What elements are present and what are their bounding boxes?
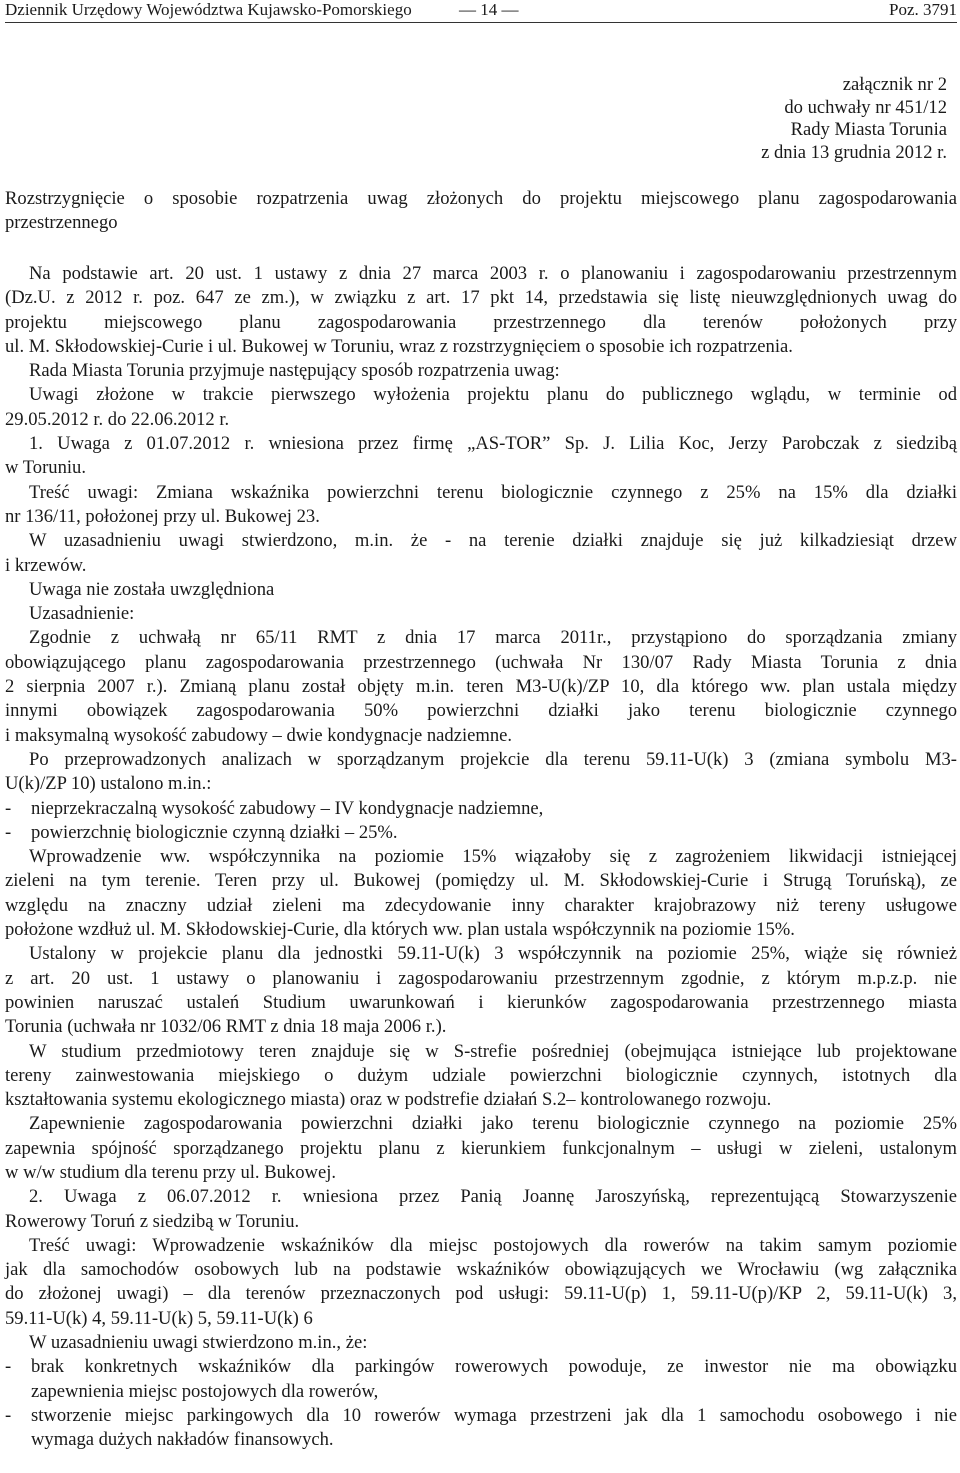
text-line: względu na znaczny udział zieleni ma zdecydowanie inny charakter krajobrazowy niż tereny usługowe [5, 894, 957, 916]
text-line: (Dz.U. z 2012 r. poz. 647 ze zm.), w związku z art. 17 pkt 14, przedstawia się listę nieuwzględnionych uwag do [5, 287, 957, 309]
text-line: Po przeprowadzonych analizach w sporządzanym projekcie dla terenu 59.11-U(k) 3 (zmiana symbolu M3- [29, 748, 957, 770]
dash-list-item [5, 797, 957, 821]
text-line: i maksymalną wysokość zabudowy – dwie kondygnacje nadziemne. [5, 724, 513, 746]
text-line: 59.11-U(k) 4, 59.11-U(k) 5, 59.11-U(k) 6 [5, 1307, 313, 1329]
page-number: — 14 — [459, 0, 519, 19]
annex-line: z dnia 13 grudnia 2012 r. [761, 141, 947, 163]
dash-marker: - [5, 1404, 12, 1426]
page-header [5, 0, 957, 23]
dash-marker: - [5, 1356, 12, 1378]
text-line: ul. M. Skłodowskiej-Curie i ul. Bukowej w Toruniu, wraz z rozstrzygnięciem o sposobie ich rozpatrzenia. [5, 335, 793, 357]
text-line: W uzasadnieniu uwagi stwierdzono, m.in. że - na terenie działki znajduje się już kilkadziesiąt drzew [29, 530, 957, 552]
text-line: 2. Uwaga z 06.07.2012 r. wniesiona przez Panią Joannę Jaroszyńską, reprezentującą Stowarzyszenie [29, 1186, 957, 1208]
text-line: obowiązującego planu zagospodarowania przestrzennego (uchwała Nr 130/07 Rady Miasta Torunia z dnia [5, 651, 957, 673]
text-line: innymi obowiązek zagospodarowania 50% powierzchni działki jako terenu biologicznie czynnego [5, 700, 957, 722]
text-line: Zapewnienie zagospodarowania powierzchni działki jako terenu biologicznie czynnego na poziomie 25% [29, 1113, 957, 1135]
text-line: i krzewów. [5, 554, 87, 576]
text-line: nieprzekraczalną wysokość zabudowy – IV kondygnacje nadziemne, [31, 797, 544, 819]
annex-reference [5, 74, 947, 164]
text-line: Uzasadnienie: [29, 603, 135, 625]
dash-list-item [5, 821, 957, 845]
annex-line: załącznik nr 2 [842, 74, 947, 95]
text-line: Rada Miasta Torunia przyjmuje następujący sposób rozpatrzenia uwag: [29, 360, 560, 382]
text-line: zapewnienia miejsc postojowych dla rowerów, [31, 1380, 379, 1402]
text-line: W studium przedmiotowy teren znajduje się w S-strefie pośredniej (obejmująca istniejące lub projektowane [29, 1040, 957, 1062]
text-line: 29.05.2012 r. do 22.06.2012 r. [5, 408, 230, 430]
text-line: wymaga dużych nakładów finansowych. [31, 1429, 334, 1451]
text-line: nr 136/11, położonej przy ul. Bukowej 23. [5, 505, 320, 527]
document-body [5, 262, 957, 1453]
journal-title: Dziennik Urzędowy Województwa Kujawsko-Pomorskiego [5, 0, 412, 19]
dash-list-item [5, 1355, 957, 1404]
text-line: położone wzdłuż ul. M. Skłodowskiej-Curie, dla których ww. plan ustala współczynnik na poziomie 15%. [5, 919, 795, 941]
title-line: przestrzennego [5, 212, 118, 233]
text-line: tereny zainwestowania miejskiego o dużym udziale powierzchni biologicznie czynnych, istotnych dla [5, 1064, 957, 1086]
title-line: Rozstrzygnięcie o sposobie rozpatrzenia uwag złożonych do projektu miejscowego planu zagospodarowania [5, 188, 957, 209]
text-line: zapewnia spójność sporządzanego projektu planu z kierunkiem funkcjonalnym – usługi w zieleni, ustalonym [5, 1137, 957, 1159]
text-line: brak konkretnych wskaźników dla parkingów rowerowych powoduje, ze inwestor nie ma obowiązku [31, 1356, 957, 1378]
text-line: Na podstawie art. 20 ust. 1 ustawy z dnia 27 marca 2003 r. o planowaniu i zagospodarowaniu przestrzennym [29, 263, 957, 284]
text-line: w w/w studium dla terenu przy ul. Bukowej. [5, 1161, 337, 1183]
text-line: kształtowania systemu ekologicznego miasta) oraz w podstrefie działań S.2– kontrolowanego rozwoju. [5, 1089, 772, 1111]
text-line: Torunia (uchwała nr 1032/06 RMT z dnia 18 maja 2006 r.). [5, 1016, 447, 1038]
text-line: do złożonej uwagi) – dla terenów przeznaczonych pod usługi: 59.11-U(p) 1, 59.11-U(p)/KP 2, 59.11-U(k) 3, [5, 1283, 957, 1305]
text-line: Treść uwagi: Zmiana wskaźnika powierzchni terenu biologicznie czynnego z 25% na 15% dla działki [29, 481, 957, 503]
document-title [5, 187, 957, 235]
text-line: Zgodnie z uchwałą nr 65/11 RMT z dnia 17 marca 2011r., przystąpiono do sporządzania zmiany [29, 627, 957, 649]
annex-line: do uchwały nr 451/12 [784, 96, 947, 118]
dash-list-item [5, 1404, 957, 1453]
text-line: Rowerowy Toruń z siedzibą w Toruniu. [5, 1210, 300, 1232]
text-line: 1. Uwaga z 01.07.2012 r. wniesiona przez firmę „AS-TOR” Sp. J. Lilia Koc, Jerzy Parobczak z siedzibą [29, 433, 957, 455]
annex-line: Rady Miasta Torunia [790, 119, 947, 140]
text-line: Wprowadzenie ww. współczynnika na poziomie 15% wiązałoby się z zagrożeniem likwidacji istniejącej [29, 846, 957, 868]
text-line: z art. 20 ust. 1 ustawy o planowaniu i zagospodarowaniu przestrzennym zgodnie, z którym m.p.z.p. nie [5, 967, 957, 989]
document-page [5, 0, 957, 1453]
text-line: 2 sierpnia 2007 r.). Zmianą planu został objęty m.in. teren M3-U(k)/ZP 10, dla którego ww. plan ustala między [5, 676, 957, 698]
text-line: zieleni na tym terenie. Teren przy ul. Bukowej (pomiędzy ul. M. Skłodowskiej-Curie i Strugą Toruńską), ze [5, 870, 957, 892]
dash-marker: - [5, 797, 12, 819]
text-line: U(k)/ZP 10) ustalono m.in.: [5, 773, 212, 795]
text-line: w Toruniu. [5, 457, 86, 479]
dash-marker: - [5, 821, 12, 843]
text-line: powierzchnię biologicznie czynną działki – 25%. [31, 821, 398, 843]
text-line: Ustalony w projekcie planu dla jednostki 59.11-U(k) 3 współczynnik na poziomie 25%, wiąże się również [29, 943, 957, 965]
text-line: W uzasadnieniu uwagi stwierdzono m.in., że: [29, 1332, 368, 1354]
text-line: Uwaga nie została uwzględniona [29, 578, 275, 600]
text-line: stworzenie miejsc parkingowych dla 10 rowerów wymaga przestrzeni jak dla 1 samochodu osobowego i nie [31, 1404, 957, 1426]
text-line: Uwagi złożone w trakcie pierwszego wyłożenia projektu planu do publicznego wglądu, w terminie od [29, 384, 957, 406]
position-number: Poz. 3791 [889, 0, 957, 19]
text-line: Treść uwagi: Wprowadzenie wskaźników dla miejsc postojowych dla rowerów na takim samym poziomie [29, 1234, 957, 1256]
text-line: jak dla samochodów osobowych lub na podstawie wskaźników obowiązujących we Wrocławiu (wg załącznika [5, 1259, 957, 1281]
text-line: powinien naruszać ustaleń Studium uwarunkowań i kierunków zagospodarowania przestrzennego miasta [5, 991, 957, 1013]
text-line: projektu miejscowego planu zagospodarowania przestrzennego dla terenów położonych przy [5, 311, 957, 333]
